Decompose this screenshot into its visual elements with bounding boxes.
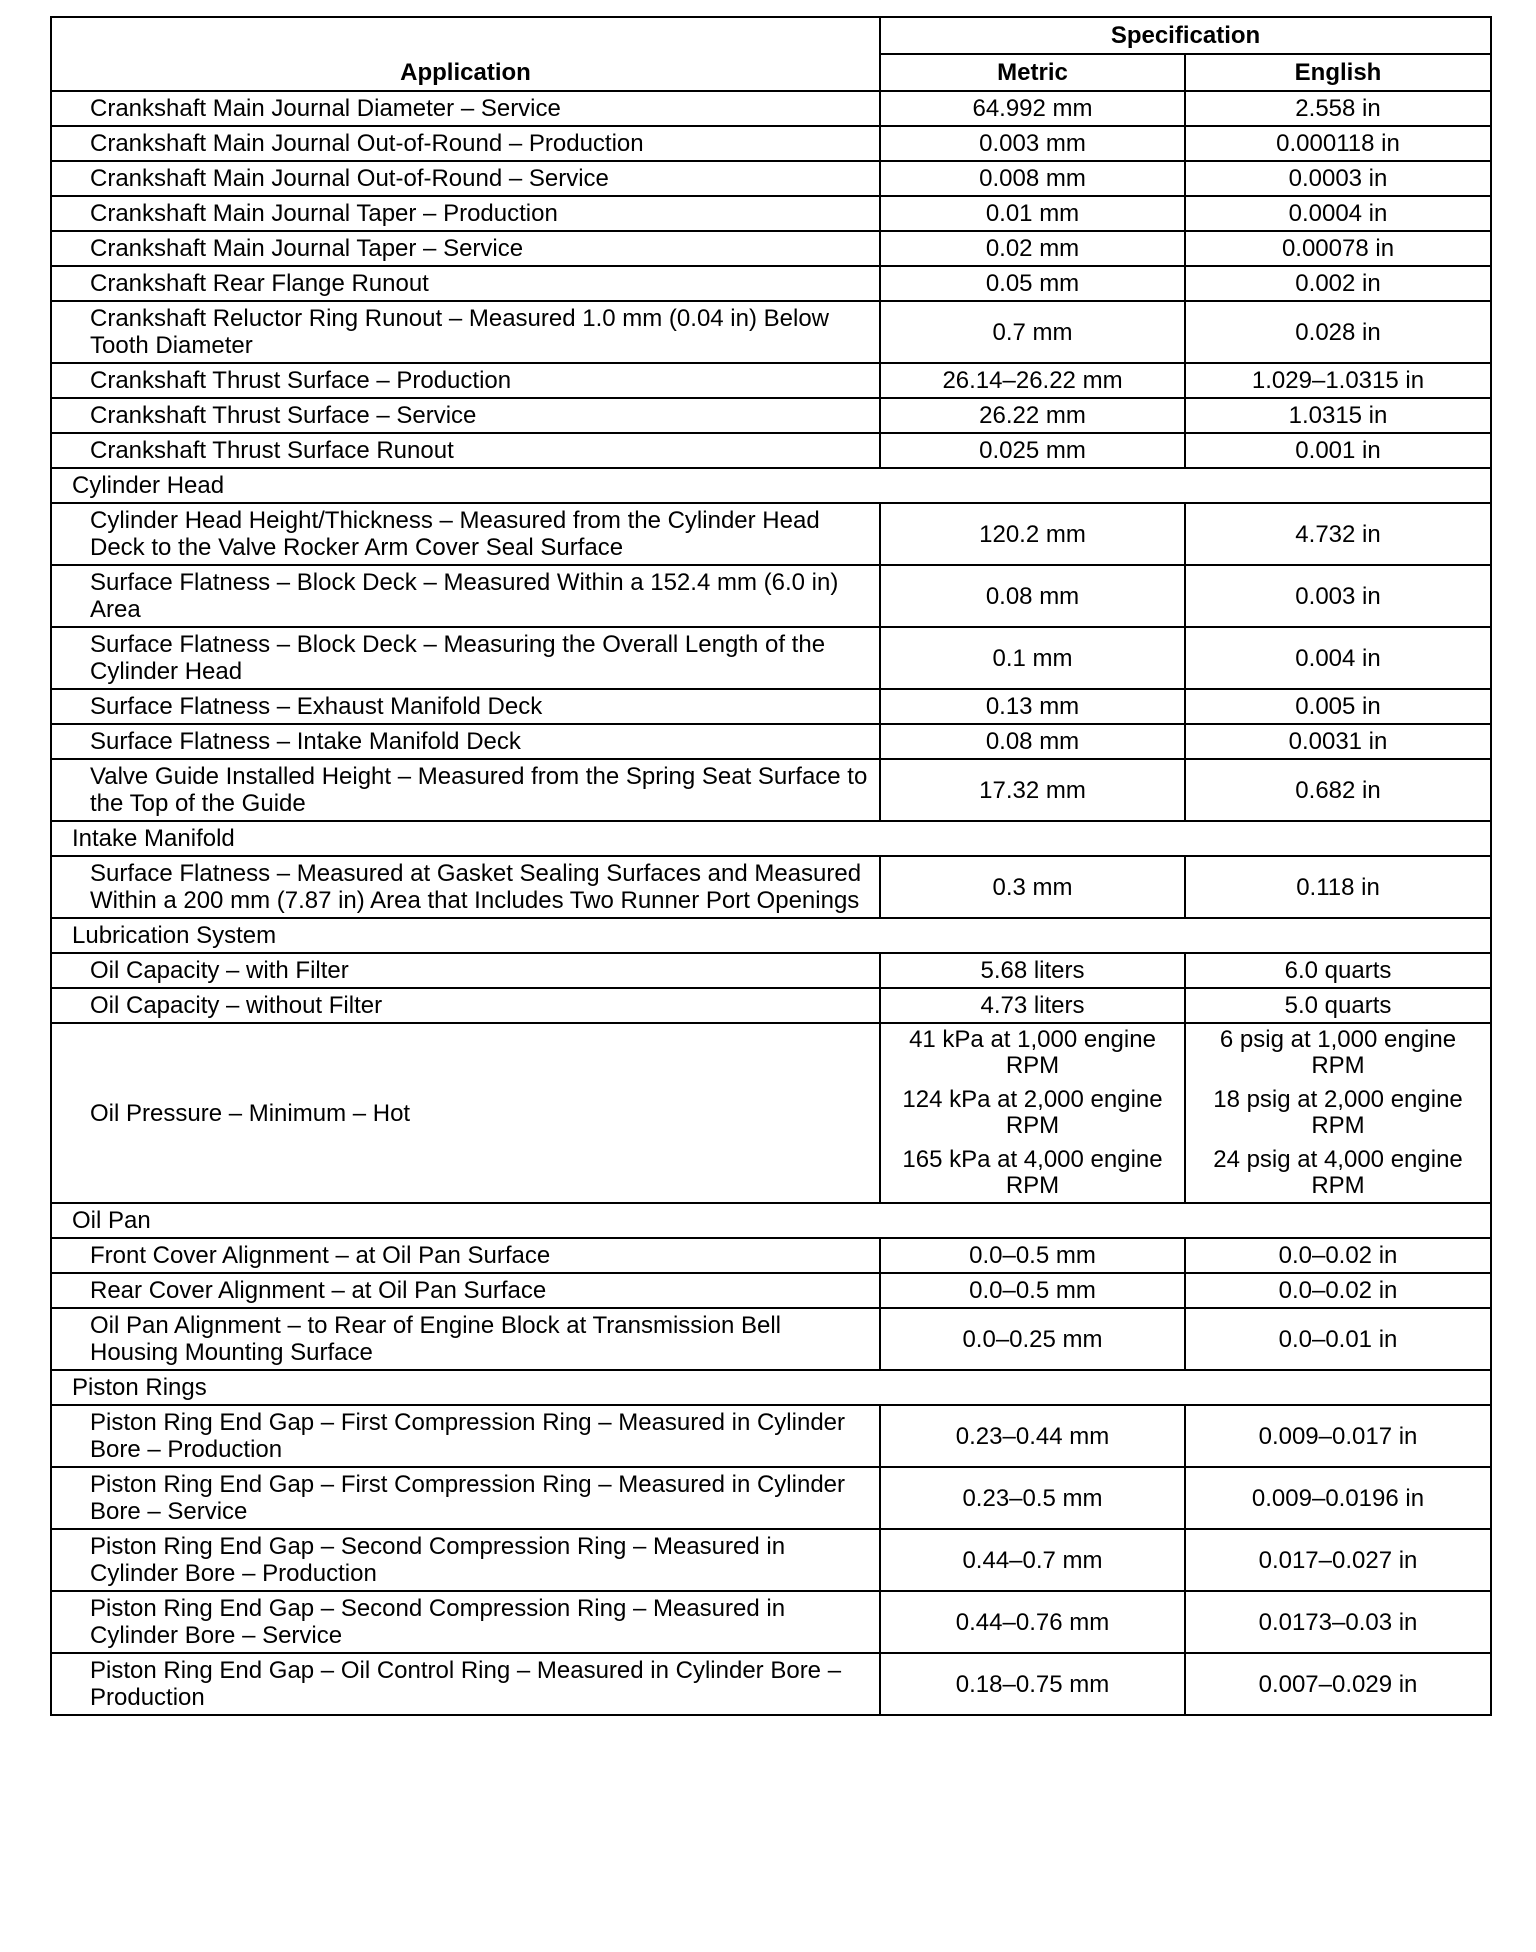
header-specification: Specification [880,17,1491,54]
table-row [51,503,1491,565]
application-cell: Surface Flatness – Block Deck – Measuring the Overall Length of the Cylinder Head [51,627,880,689]
table-header [51,17,1491,91]
english-cell: 6.0 quarts [1185,953,1491,988]
metric-cell: 0.08 mm [880,565,1185,627]
english-cell: 0.000118 in [1185,126,1491,161]
table-row [51,565,1491,627]
application-cell: Piston Ring End Gap – Oil Control Ring – Measured in Cylinder Bore – Production [51,1653,880,1715]
application-cell: Oil Capacity – with Filter [51,953,880,988]
section-label: Cylinder Head [51,468,1491,503]
header-english: English [1185,54,1491,91]
metric-cell: 0.05 mm [880,266,1185,301]
metric-value-line: 165 kPa at 4,000 engine RPM [902,1146,1163,1199]
english-cell: 0.009–0.017 in [1185,1405,1491,1467]
table-row [51,1273,1491,1308]
english-cell: 0.118 in [1185,856,1491,918]
table-row [51,1238,1491,1273]
section-row [51,468,1491,503]
specification-table [50,16,1492,1716]
section-row [51,1203,1491,1238]
english-cell [1185,1023,1491,1203]
table-row [51,126,1491,161]
english-value-line: 24 psig at 4,000 engine RPM [1213,1146,1463,1199]
application-cell: Surface Flatness – Exhaust Manifold Deck [51,689,880,724]
english-cell: 0.0004 in [1185,196,1491,231]
metric-cell: 64.992 mm [880,91,1185,126]
table-row [51,433,1491,468]
header-metric: Metric [880,54,1185,91]
table-body [51,91,1491,1715]
section-label: Oil Pan [51,1203,1491,1238]
english-cell: 0.0–0.02 in [1185,1273,1491,1308]
table-row [51,689,1491,724]
table-row [51,856,1491,918]
table-row [51,1023,1491,1203]
english-cell: 4.732 in [1185,503,1491,565]
english-cell: 0.00078 in [1185,231,1491,266]
english-cell: 0.0173–0.03 in [1185,1591,1491,1653]
metric-cell: 0.01 mm [880,196,1185,231]
table-row [51,953,1491,988]
table-row [51,91,1491,126]
section-row [51,1370,1491,1405]
metric-cell: 0.003 mm [880,126,1185,161]
table-row [51,363,1491,398]
metric-cell: 5.68 liters [880,953,1185,988]
english-cell: 1.029–1.0315 in [1185,363,1491,398]
english-cell: 5.0 quarts [1185,988,1491,1023]
application-cell: Crankshaft Main Journal Out-of-Round – Service [51,161,880,196]
application-cell: Oil Pan Alignment – to Rear of Engine Block at Transmission Bell Housing Mounting Surface [51,1308,880,1370]
application-cell: Surface Flatness – Block Deck – Measured Within a 152.4 mm (6.0 in) Area [51,565,880,627]
english-value-line: 18 psig at 2,000 engine RPM [1213,1086,1463,1139]
english-cell: 0.005 in [1185,689,1491,724]
metric-cell: 0.025 mm [880,433,1185,468]
metric-cell: 0.7 mm [880,301,1185,363]
application-cell: Crankshaft Rear Flange Runout [51,266,880,301]
section-row [51,821,1491,856]
metric-cell: 17.32 mm [880,759,1185,821]
table-row [51,627,1491,689]
application-cell: Crankshaft Thrust Surface – Service [51,398,880,433]
metric-value-line: 124 kPa at 2,000 engine RPM [902,1086,1163,1139]
application-cell: Oil Pressure – Minimum – Hot [51,1023,880,1203]
metric-cell: 0.0–0.5 mm [880,1273,1185,1308]
table-row [51,231,1491,266]
table-row [51,1529,1491,1591]
metric-cell: 0.23–0.44 mm [880,1405,1185,1467]
english-value-line: 6 psig at 1,000 engine RPM [1219,1026,1457,1079]
english-cell: 0.007–0.029 in [1185,1653,1491,1715]
metric-cell: 4.73 liters [880,988,1185,1023]
application-cell: Surface Flatness – Measured at Gasket Sealing Surfaces and Measured Within a 200 mm (7.87 in) Area that Includes Two Runner Port Openings [51,856,880,918]
english-cell: 1.0315 in [1185,398,1491,433]
application-cell: Crankshaft Reluctor Ring Runout – Measured 1.0 mm (0.04 in) Below Tooth Diameter [51,301,880,363]
metric-value-line: 41 kPa at 1,000 engine RPM [909,1026,1156,1079]
table-row [51,301,1491,363]
metric-cell: 26.22 mm [880,398,1185,433]
metric-cell: 0.08 mm [880,724,1185,759]
table-row [51,1653,1491,1715]
english-cell: 0.002 in [1185,266,1491,301]
application-cell: Piston Ring End Gap – First Compression Ring – Measured in Cylinder Bore – Service [51,1467,880,1529]
table-row [51,1467,1491,1529]
english-cell: 0.003 in [1185,565,1491,627]
metric-cell: 0.13 mm [880,689,1185,724]
application-cell: Crankshaft Thrust Surface – Production [51,363,880,398]
metric-cell: 0.0–0.5 mm [880,1238,1185,1273]
english-cell: 0.0003 in [1185,161,1491,196]
application-cell: Crankshaft Main Journal Out-of-Round – Production [51,126,880,161]
metric-cell: 0.44–0.76 mm [880,1591,1185,1653]
english-cell: 0.004 in [1185,627,1491,689]
application-cell: Crankshaft Main Journal Taper – Service [51,231,880,266]
english-cell: 0.682 in [1185,759,1491,821]
header-row-top [51,17,1491,54]
table-row [51,161,1491,196]
metric-cell: 120.2 mm [880,503,1185,565]
metric-cell: 0.18–0.75 mm [880,1653,1185,1715]
english-cell: 0.009–0.0196 in [1185,1467,1491,1529]
application-cell: Cylinder Head Height/Thickness – Measured from the Cylinder Head Deck to the Valve Rocker Arm Cover Seal Surface [51,503,880,565]
english-cell: 0.0031 in [1185,724,1491,759]
application-cell: Valve Guide Installed Height – Measured from the Spring Seat Surface to the Top of the Guide [51,759,880,821]
section-label: Lubrication System [51,918,1491,953]
table-row [51,398,1491,433]
metric-cell: 0.1 mm [880,627,1185,689]
english-cell: 0.017–0.027 in [1185,1529,1491,1591]
english-cell: 0.0–0.02 in [1185,1238,1491,1273]
metric-cell: 0.008 mm [880,161,1185,196]
table-row [51,759,1491,821]
metric-cell: 0.23–0.5 mm [880,1467,1185,1529]
table-row [51,1308,1491,1370]
application-cell: Rear Cover Alignment – at Oil Pan Surface [51,1273,880,1308]
table-row [51,724,1491,759]
application-cell: Front Cover Alignment – at Oil Pan Surface [51,1238,880,1273]
application-cell: Oil Capacity – without Filter [51,988,880,1023]
table-row [51,1591,1491,1653]
metric-cell: 0.44–0.7 mm [880,1529,1185,1591]
metric-cell: 0.3 mm [880,856,1185,918]
metric-cell: 0.02 mm [880,231,1185,266]
header-application: Application [51,17,880,91]
section-label: Piston Rings [51,1370,1491,1405]
application-cell: Crankshaft Main Journal Diameter – Service [51,91,880,126]
application-cell: Crankshaft Thrust Surface Runout [51,433,880,468]
application-cell: Surface Flatness – Intake Manifold Deck [51,724,880,759]
metric-cell [880,1023,1185,1203]
english-cell: 0.028 in [1185,301,1491,363]
table-row [51,988,1491,1023]
application-cell: Piston Ring End Gap – Second Compression Ring – Measured in Cylinder Bore – Service [51,1591,880,1653]
application-cell: Piston Ring End Gap – Second Compression Ring – Measured in Cylinder Bore – Production [51,1529,880,1591]
table-row [51,196,1491,231]
metric-cell: 0.0–0.25 mm [880,1308,1185,1370]
application-cell: Crankshaft Main Journal Taper – Production [51,196,880,231]
metric-cell: 26.14–26.22 mm [880,363,1185,398]
table-row [51,266,1491,301]
application-cell: Piston Ring End Gap – First Compression Ring – Measured in Cylinder Bore – Production [51,1405,880,1467]
english-cell: 0.0–0.01 in [1185,1308,1491,1370]
section-row [51,918,1491,953]
table-row [51,1405,1491,1467]
section-label: Intake Manifold [51,821,1491,856]
english-cell: 0.001 in [1185,433,1491,468]
english-cell: 2.558 in [1185,91,1491,126]
